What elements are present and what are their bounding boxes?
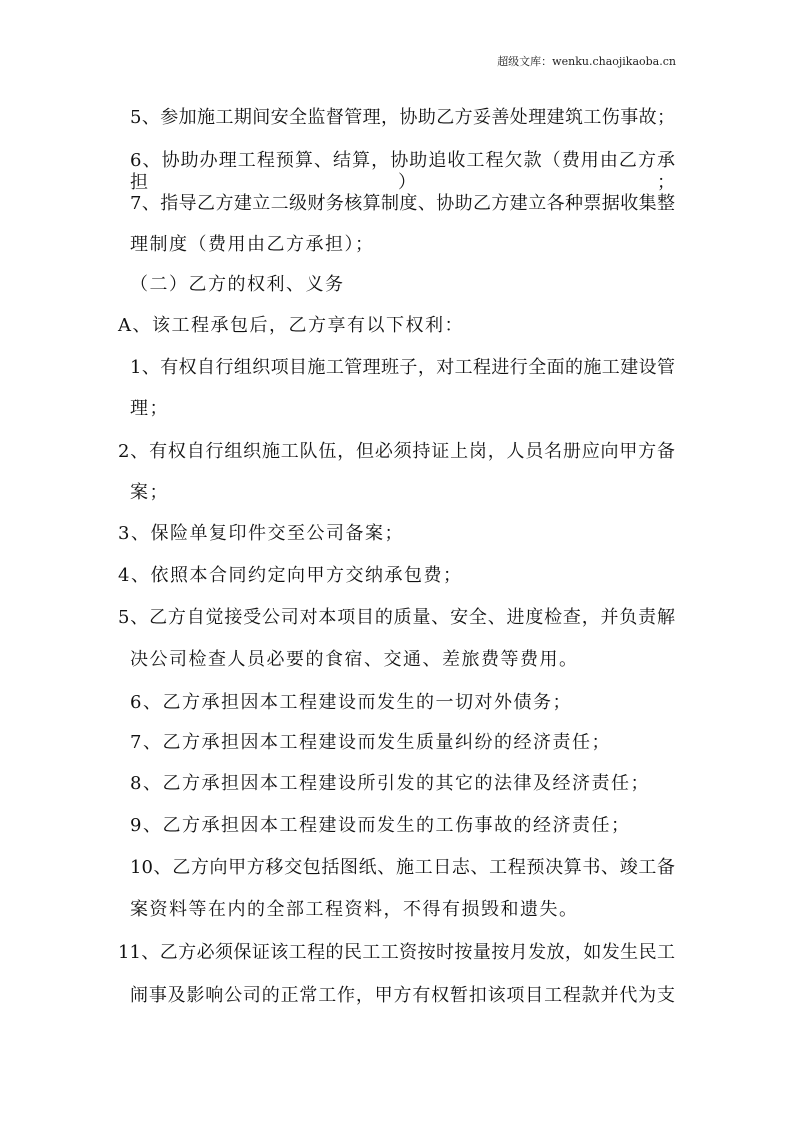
paragraph-line: 闹事及影响公司的正常工作，甲方有权暂扣该项目工程款并代为支 xyxy=(130,985,675,1006)
paragraph-line: 1、有权自行组织项目施工管理班子，对工程进行全面的施工建设管 xyxy=(130,357,675,378)
paragraph-line: 8、乙方承担因本工程建设所引发的其它的法律及经济责任； xyxy=(130,773,650,794)
paragraph-line: A、该工程承包后，乙方享有以下权利： xyxy=(118,315,464,336)
paragraph-line: 案； xyxy=(130,482,169,503)
paragraph-line: 9、乙方承担因本工程建设而发生的工伤事故的经济责任； xyxy=(130,815,631,836)
section-heading: （二）乙方的权利、义务 xyxy=(130,274,345,295)
paragraph-line: 7、指导乙方建立二级财务核算制度、协助乙方建立各种票据收集整 xyxy=(130,193,675,214)
paragraph-line: 4、依照本合同约定向甲方交纳承包费； xyxy=(118,565,463,586)
paragraph-line: 10、乙方向甲方移交包括图纸、施工日志、工程预决算书、竣工备 xyxy=(130,857,675,878)
paragraph-line: 理； xyxy=(130,398,169,419)
paragraph-line: 6、协助办理工程预算、结算，协助追收工程欠款（费用由乙方承担）； xyxy=(130,150,675,193)
paragraph-line: 理制度（费用由乙方承担）； xyxy=(130,234,375,255)
paragraph-line: 决公司检查人员必要的食宿、交通、差旅费等费用。 xyxy=(130,649,579,670)
paragraph-line: 2、有权自行组织施工队伍，但必须持证上岗，人员名册应向甲方备 xyxy=(118,441,675,462)
paragraph-line: 5、乙方自觉接受公司对本项目的质量、安全、进度检查，并负责解 xyxy=(118,607,675,628)
paragraph-line: 6、乙方承担因本工程建设而发生的一切对外债务； xyxy=(130,692,572,713)
paragraph-line: 案资料等在内的全部工程资料，不得有损毁和遗失。 xyxy=(130,899,579,920)
paragraph-line: 3、保险单复印件交至公司备案； xyxy=(118,523,404,544)
paragraph-line: 11、乙方必须保证该工程的民工工资按时按量按月发放，如发生民工 xyxy=(118,942,675,963)
paragraph-line: 7、乙方承担因本工程建设而发生质量纠纷的经济责任； xyxy=(130,732,611,753)
paragraph-line: 5、参加施工期间安全监督管理，协助乙方妥善处理建筑工伤事故； xyxy=(130,107,675,128)
header-watermark: 超级文库：wenku.chaojikaoba.cn xyxy=(497,55,676,68)
